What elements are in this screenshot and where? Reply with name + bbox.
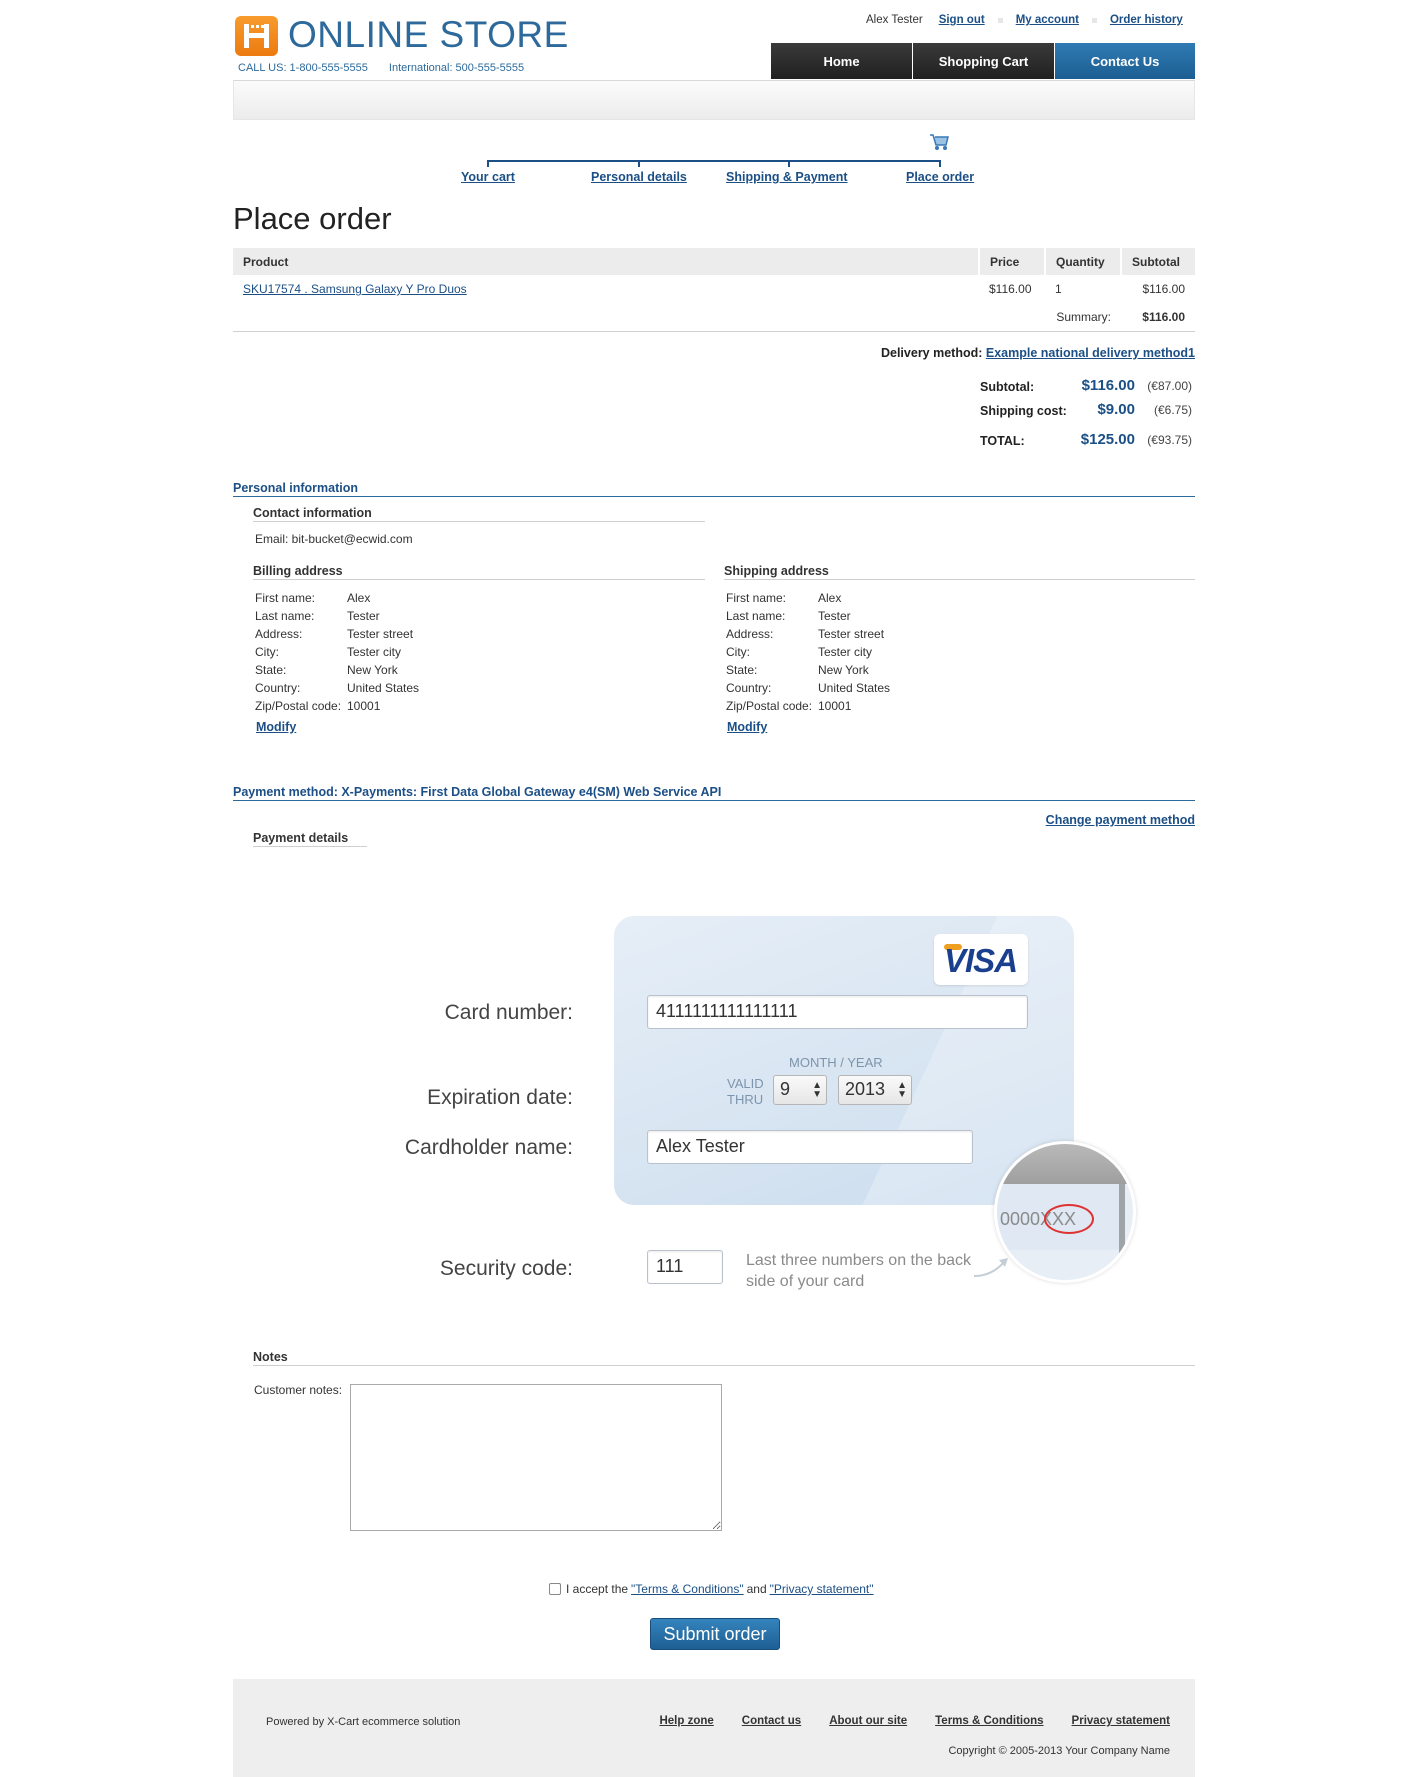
subtotal-cell: $116.00	[1142, 282, 1185, 296]
order-totals	[980, 376, 1195, 454]
summary-label: Summary:	[233, 303, 1121, 331]
nav-shopping-cart[interactable]: Shopping Cart	[913, 43, 1054, 79]
cardholder-name-input[interactable]: Alex Tester	[647, 1130, 973, 1164]
subtotal-value: $116.00	[1081, 377, 1135, 394]
security-code-input[interactable]: 111	[647, 1250, 723, 1284]
total-eur: (€93.75)	[1147, 433, 1192, 447]
field-value: 10001	[818, 699, 852, 713]
col-quantity: Quantity	[1045, 248, 1121, 275]
field-label: State:	[255, 663, 287, 677]
step-tick	[487, 160, 489, 167]
footer-contact-us[interactable]: Contact us	[741, 1715, 802, 1727]
shipping-eur: (€6.75)	[1153, 403, 1192, 417]
step-tick	[638, 160, 640, 167]
security-code-hint: Last three numbers on the back side of your card	[746, 1252, 972, 1290]
powered-by: Powered by X-Cart ecommerce solution	[266, 1716, 461, 1728]
shipping-row	[980, 400, 1195, 424]
subtotal-row	[980, 376, 1195, 400]
customer-notes-label: Customer notes:	[254, 1383, 343, 1397]
modify-shipping-link[interactable]: Modify	[727, 720, 768, 734]
footer	[233, 1679, 1195, 1777]
stepper-arrows-icon: ▲ ▼	[897, 1080, 907, 1100]
subtotal-eur: (€87.00)	[1147, 379, 1192, 393]
col-price: Price	[979, 248, 1045, 275]
shipping-address	[726, 589, 890, 715]
personal-info-title: Personal information	[233, 481, 1195, 497]
payment-method-title: Payment method: X-Payments: First Data Global Gateway e4(SM) Web Service API	[233, 785, 1195, 801]
field-value: Tester street	[818, 627, 885, 641]
step-personal-details[interactable]: Personal details	[591, 170, 687, 184]
nav-contact-us[interactable]: Contact Us	[1055, 43, 1195, 79]
price-cell: $116.00	[989, 282, 1032, 296]
shipping-label: Shipping cost:	[980, 404, 1067, 418]
total-value: $125.00	[1080, 431, 1135, 448]
change-payment-link[interactable]: Change payment method	[1045, 813, 1195, 827]
field-label: State:	[726, 663, 758, 677]
summary-row	[233, 303, 1195, 331]
expiry-month-value: 9	[780, 1079, 791, 1099]
quantity-cell: 1	[1055, 282, 1062, 296]
field-label: Country:	[726, 681, 772, 695]
field-label: First name:	[726, 591, 787, 605]
product-link[interactable]: SKU17574 . Samsung Galaxy Y Pro Duos	[243, 282, 467, 296]
card-number-input[interactable]: 4111111111111111	[647, 995, 1028, 1029]
page-title: Place order	[233, 201, 392, 236]
field-value: Tester street	[347, 627, 414, 641]
card-number-label: Card number:	[444, 1001, 573, 1024]
footer-privacy[interactable]: Privacy statement	[1071, 1715, 1170, 1727]
accept-terms-checkbox[interactable]	[549, 1583, 561, 1595]
header-band	[233, 80, 1195, 120]
cvv-digits: 0000XXX	[1000, 1209, 1077, 1229]
shipping-value: $9.00	[1097, 401, 1135, 418]
modify-billing-link[interactable]: Modify	[256, 720, 297, 734]
field-value: Alex	[347, 591, 371, 605]
sign-out-link[interactable]: Sign out	[938, 14, 985, 26]
table-header	[233, 248, 1195, 275]
field-value: New York	[347, 663, 398, 677]
user-name: Alex Tester	[866, 14, 923, 26]
logo-icon[interactable]	[235, 16, 278, 56]
col-subtotal: Subtotal	[1121, 248, 1195, 275]
billing-address-title: Billing address	[253, 564, 705, 580]
valid-text: VALID	[727, 1076, 764, 1091]
cart-icon	[928, 130, 950, 152]
main-nav	[771, 43, 1196, 79]
security-code-label: Security code:	[439, 1257, 573, 1280]
call-us: CALL US: 1-800-555-5555	[238, 62, 368, 74]
nav-home[interactable]: Home	[771, 43, 912, 79]
expiry-year-value: 2013	[845, 1079, 886, 1099]
field-value: Tester	[347, 609, 380, 623]
total-row	[980, 430, 1195, 454]
notes-title: Notes	[253, 1350, 1195, 1366]
step-tick	[939, 160, 941, 167]
accept-text: I accept the	[566, 1582, 629, 1596]
field-value: Tester city	[818, 645, 873, 659]
total-label: TOTAL:	[980, 434, 1025, 448]
table-row	[233, 275, 1195, 303]
footer-links	[631, 1715, 1170, 1727]
accept-terms	[549, 1582, 877, 1596]
step-your-cart[interactable]: Your cart	[461, 170, 515, 184]
payment-details-title: Payment details	[253, 831, 367, 847]
field-value: Alex	[818, 591, 842, 605]
field-label: Last name:	[255, 609, 315, 623]
month-year-label: MONTH / YEAR	[789, 1055, 883, 1070]
separator	[1092, 18, 1097, 23]
step-tick	[788, 160, 790, 167]
stepper-arrows-icon: ▲ ▼	[812, 1080, 822, 1100]
expiration-date-label: Expiration date:	[427, 1086, 573, 1109]
field-value: United States	[818, 681, 891, 695]
order-history-link[interactable]: Order history	[1109, 14, 1183, 26]
store-logo-text[interactable]: ONLINE STORE	[288, 14, 569, 55]
field-value: 10001	[347, 699, 381, 713]
field-value: New York	[818, 663, 869, 677]
field-label: Zip/Postal code:	[255, 699, 342, 713]
field-label: Last name:	[726, 609, 786, 623]
separator	[998, 18, 1003, 23]
and-text: and	[746, 1582, 767, 1596]
contact-info-title: Contact information	[253, 506, 705, 522]
field-label: Country:	[255, 681, 301, 695]
subtotal-label: Subtotal:	[980, 380, 1035, 394]
footer-about[interactable]: About our site	[829, 1715, 908, 1727]
thru-text: THRU	[727, 1092, 764, 1107]
customer-notes-input[interactable]	[350, 1384, 722, 1531]
card-back-cvv-icon	[994, 1141, 1136, 1283]
visa-text: VISA	[944, 942, 1018, 979]
contact-email: Email: bit-bucket@ecwid.com	[255, 532, 413, 546]
submit-order-button[interactable]: Submit order	[650, 1618, 780, 1650]
field-value: Tester	[818, 609, 851, 623]
billing-address	[255, 589, 419, 715]
copyright: Copyright © 2005-2013 Your Company Name	[948, 1745, 1170, 1757]
field-label: City:	[726, 645, 750, 659]
footer-help-zone[interactable]: Help zone	[659, 1715, 714, 1727]
international-phone: International: 500-555-5555	[388, 62, 525, 74]
summary-value: $116.00	[1121, 303, 1195, 331]
valid-thru-label	[727, 1076, 764, 1108]
shipping-address-title: Shipping address	[724, 564, 1195, 580]
expiry-month-select[interactable]	[773, 1075, 827, 1105]
phone-numbers	[238, 62, 542, 74]
col-product: Product	[233, 248, 979, 275]
step-place-order[interactable]: Place order	[906, 170, 975, 184]
step-shipping-payment[interactable]: Shipping & Payment	[726, 170, 848, 184]
checkout-progress-line	[487, 160, 941, 162]
field-label: First name:	[255, 591, 316, 605]
delivery-label: Delivery method:	[880, 346, 983, 360]
expiry-year-select[interactable]	[838, 1075, 912, 1105]
products-table	[233, 248, 1195, 332]
visa-logo-icon	[934, 934, 1028, 985]
privacy-link[interactable]: "Privacy statement"	[769, 1582, 874, 1596]
account-links	[866, 14, 1183, 26]
cardholder-name-label: Cardholder name:	[404, 1136, 573, 1159]
delivery-method	[881, 346, 1195, 360]
footer-terms[interactable]: Terms & Conditions	[935, 1715, 1044, 1727]
field-value: Tester city	[347, 645, 402, 659]
field-value: United States	[347, 681, 420, 695]
field-label: Zip/Postal code:	[726, 699, 813, 713]
field-label: Address:	[726, 627, 774, 641]
delivery-method-link[interactable]: Example national delivery method1	[985, 346, 1195, 360]
field-label: Address:	[255, 627, 303, 641]
field-label: City:	[255, 645, 279, 659]
terms-link[interactable]: "Terms & Conditions"	[631, 1582, 744, 1596]
my-account-link[interactable]: My account	[1015, 14, 1079, 26]
